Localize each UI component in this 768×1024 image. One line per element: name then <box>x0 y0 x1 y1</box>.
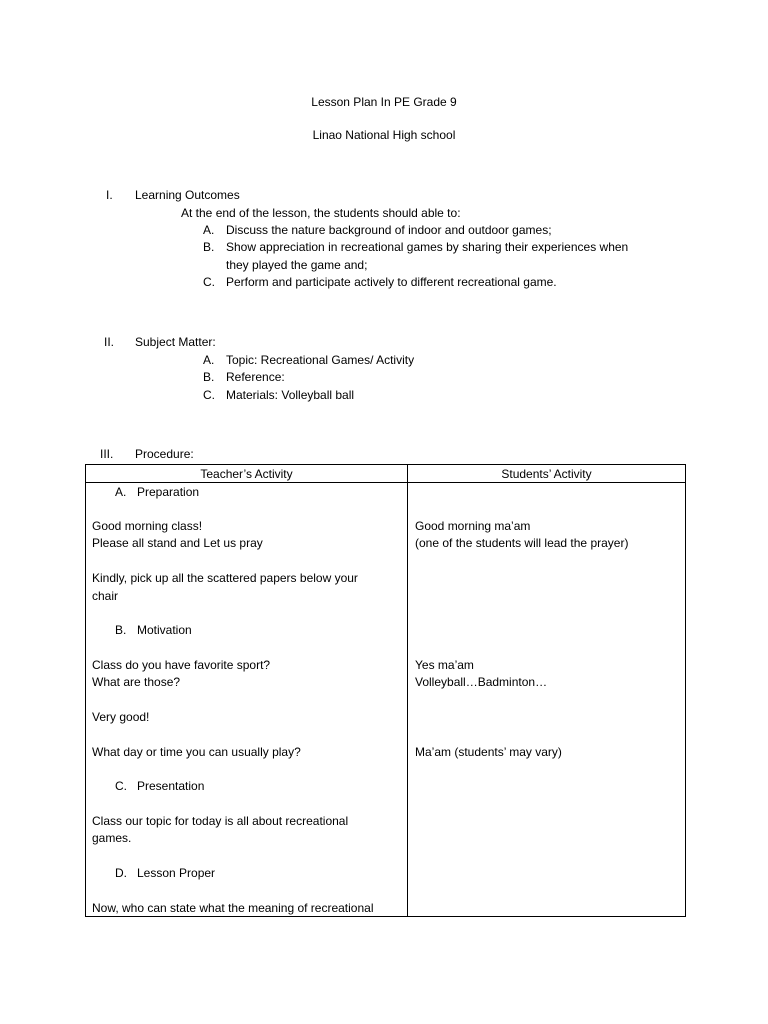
motivation-marker: B. <box>115 623 127 637</box>
subject-b-text: Reference: <box>226 370 285 384</box>
teacher-what-day: What day or time you can usually play? <box>92 745 301 759</box>
document-title: Lesson Plan In PE Grade 9 <box>311 95 457 109</box>
outcome-c-text: Perform and participate actively to different recreational game. <box>226 275 557 289</box>
subject-b-marker: B. <box>203 370 215 384</box>
section-3-heading: Procedure: <box>135 447 194 461</box>
presentation-marker: C. <box>115 779 127 793</box>
students-greeting: Good morning ma’am <box>415 519 531 533</box>
students-prayer: (one of the students will lead the prayer) <box>415 536 629 550</box>
students-activity-cell <box>408 483 686 917</box>
teacher-very-good: Very good! <box>92 710 150 724</box>
lesson-proper-marker: D. <box>115 866 127 880</box>
teacher-topic-1: Class our topic for today is all about recreational <box>92 814 349 828</box>
outcome-c-marker: C. <box>203 275 215 289</box>
lesson-proper-label: Lesson Proper <box>137 866 216 880</box>
teacher-papers-1: Kindly, pick up all the scattered papers below your <box>92 571 358 585</box>
section-1-heading: Learning Outcomes <box>135 188 240 202</box>
procedure-header-row <box>86 465 686 483</box>
procedure-table <box>85 464 686 917</box>
subject-c-marker: C. <box>203 388 215 402</box>
procedure-body-row <box>86 483 686 917</box>
teacher-meaning: Now, who can state what the meaning of recreational <box>92 901 374 915</box>
outcome-a-marker: A. <box>203 223 215 237</box>
section-2-heading: Subject Matter: <box>135 335 216 349</box>
teacher-what-are: What are those? <box>92 675 181 689</box>
students-sports: Volleyball…Badminton… <box>415 675 548 689</box>
preparation-marker: A. <box>115 485 127 499</box>
students-vary: Ma’am (students’ may vary) <box>415 745 562 759</box>
school-name: Linao National High school <box>312 128 456 142</box>
subject-c-text: Materials: Volleyball ball <box>226 388 355 402</box>
teacher-fav-sport: Class do you have favorite sport? <box>92 658 271 672</box>
section-1-numeral: I. <box>106 188 113 202</box>
subject-a-marker: A. <box>203 353 215 367</box>
teacher-greeting: Good morning class! <box>92 519 203 533</box>
outcome-b-marker: B. <box>203 240 215 254</box>
outcome-b-text-cont: they played the game and; <box>226 258 368 272</box>
preparation-label: Preparation <box>137 485 200 499</box>
section-3-numeral: III. <box>100 447 114 461</box>
outcome-b-text: Show appreciation in recreational games by sharing their experiences when <box>226 240 629 254</box>
teacher-activity-cell <box>86 483 408 917</box>
motivation-label: Motivation <box>137 623 192 637</box>
students-yes: Yes ma’am <box>415 658 474 672</box>
teacher-activity-header: Teacher’s Activity <box>86 465 408 483</box>
subject-a-text: Topic: Recreational Games/ Activity <box>226 353 415 367</box>
teacher-pray: Please all stand and Let us pray <box>92 536 263 550</box>
presentation-label: Presentation <box>137 779 205 793</box>
outcome-a-text: Discuss the nature background of indoor and outdoor games; <box>226 223 552 237</box>
students-activity-header: Students’ Activity <box>408 465 686 483</box>
teacher-papers-2: chair <box>92 589 119 603</box>
section-2-numeral: II. <box>104 335 115 349</box>
teacher-topic-2: games. <box>92 831 132 845</box>
section-1-intro: At the end of the lesson, the students should able to: <box>181 206 461 220</box>
